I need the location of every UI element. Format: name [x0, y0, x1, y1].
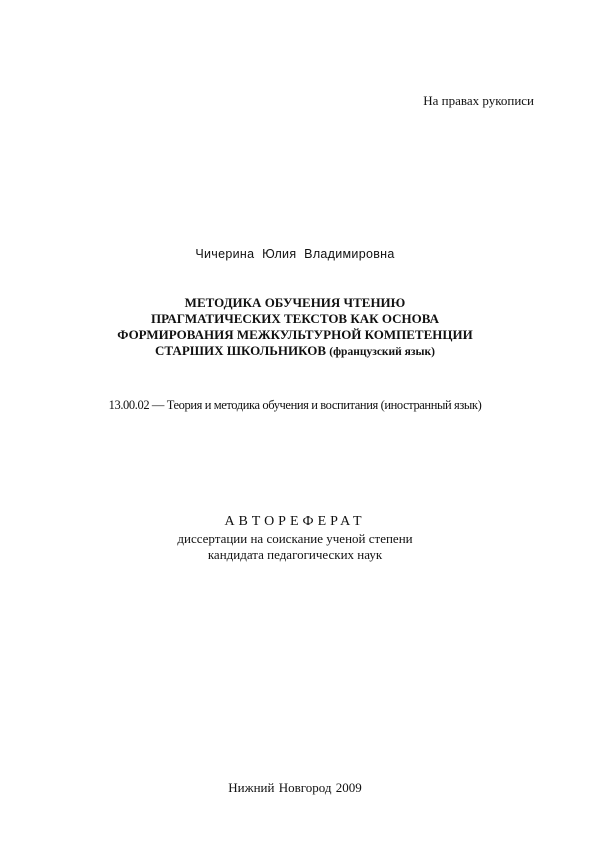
title-line-4-text: СТАРШИХ ШКОЛЬНИКОВ	[155, 343, 327, 358]
title-line-3: ФОРМИРОВАНИЯ МЕЖКУЛЬТУРНОЙ КОМПЕТЕНЦИИ	[117, 327, 473, 342]
manuscript-rights-note: На правах рукописи	[423, 93, 534, 108]
abstract-line-1: диссертации на соискание ученой степени	[177, 531, 413, 546]
title-line-4	[0, 343, 590, 360]
title-language-note: (французский язык)	[329, 346, 435, 358]
place-and-year: Нижний Новгород 2009	[228, 780, 362, 795]
title-line-2: ПРАГМАТИЧЕСКИХ ТЕКСТОВ КАК ОСНОВА	[151, 311, 439, 326]
author-name: Чичерина Юлия Владимировна	[195, 247, 395, 261]
title-line-1: МЕТОДИКА ОБУЧЕНИЯ ЧТЕНИЮ	[184, 295, 406, 310]
abstract-heading: АВТОРЕФЕРАТ	[224, 514, 366, 529]
specialty-code: 13.00.02 — Теория и методика обучения и воспитания (иностранный язык)	[108, 398, 482, 412]
abstract-line-2: кандидата педагогических наук	[207, 547, 383, 562]
abstract-block	[0, 513, 590, 563]
dissertation-title	[0, 295, 590, 360]
